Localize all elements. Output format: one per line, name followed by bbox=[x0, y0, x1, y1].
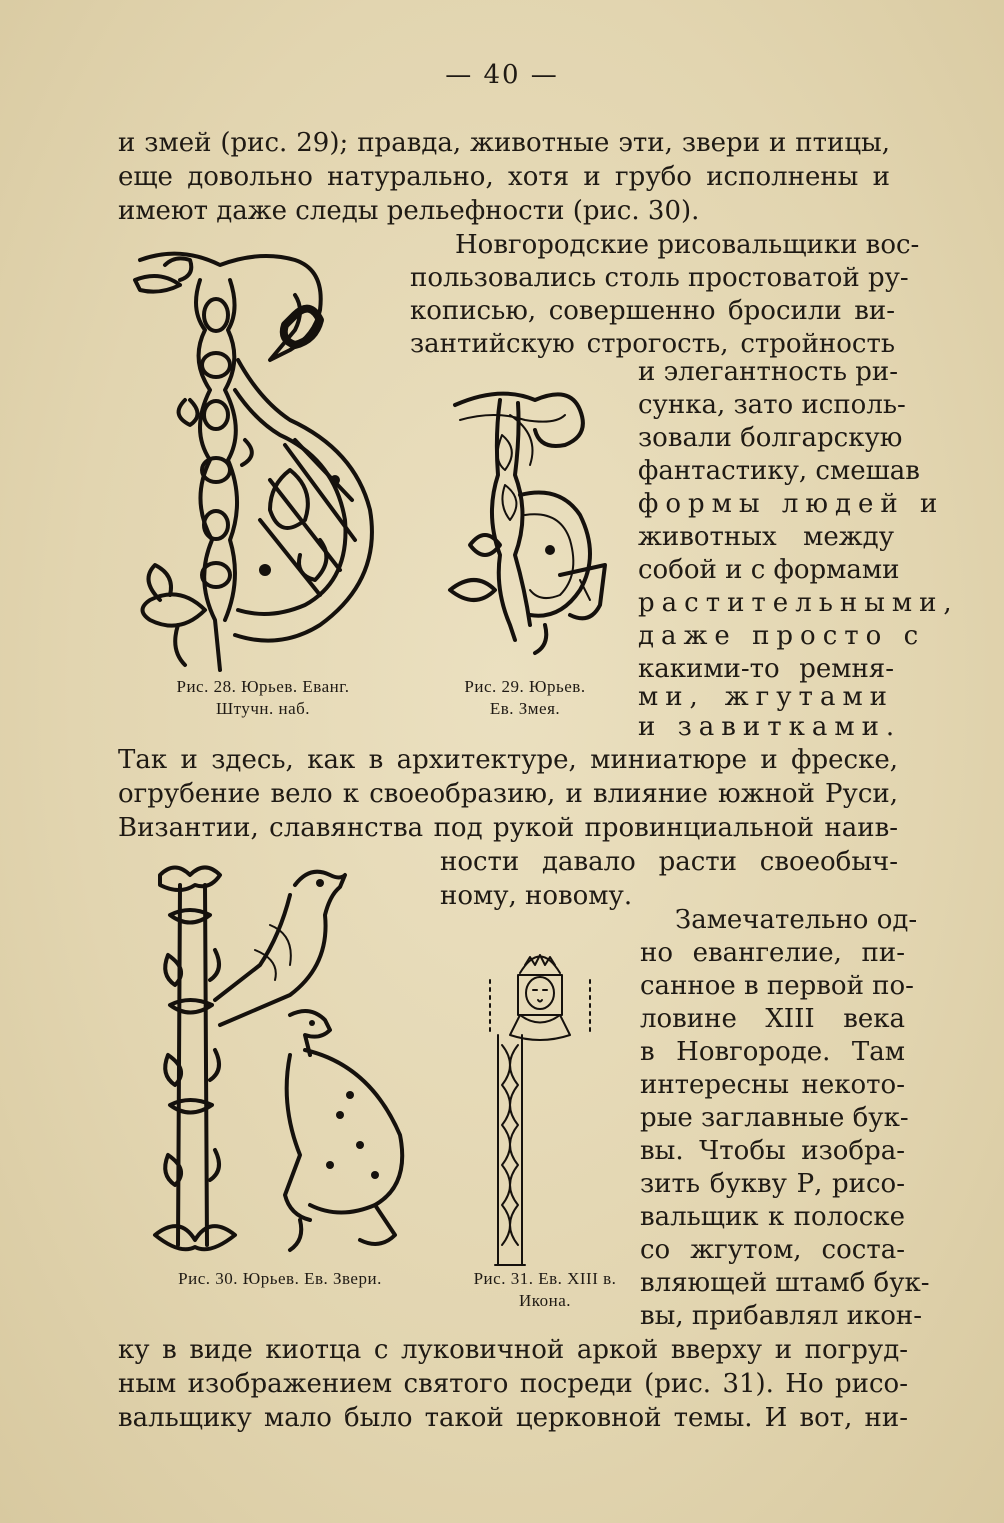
figure-31-caption-line: Рис. 31. Ев. XIII в. bbox=[473, 1269, 617, 1288]
figure-29-caption-line: Рис. 29. Юрьев. bbox=[464, 677, 586, 696]
text-line: огрубение вело к своеобразию, и влияние южной Руси, bbox=[118, 779, 898, 809]
text-line: ному, новому. bbox=[440, 881, 633, 911]
figure-30-caption-line: Рис. 30. Юрьев. Ев. Звери. bbox=[178, 1269, 382, 1288]
text-line: ми, жгутами bbox=[638, 682, 894, 712]
page-number: — 40 — bbox=[445, 60, 559, 90]
text-line: со жгутом, соста- bbox=[640, 1235, 905, 1265]
text-line: интересны некото- bbox=[640, 1070, 905, 1100]
text-line: вы, прибавлял икон- bbox=[640, 1301, 923, 1331]
text-line: зовали болгарскую bbox=[638, 423, 903, 453]
text-line: формы людей и bbox=[638, 489, 945, 519]
figure-30-beasts-initial bbox=[140, 855, 420, 1265]
text-line: фантастику, смешав bbox=[638, 456, 920, 486]
text-line: какими-то ремня- bbox=[638, 654, 894, 684]
text-line: санное в первой по- bbox=[640, 971, 914, 1001]
text-line: в Новгороде. Там bbox=[640, 1037, 905, 1067]
text-line: и змей (рис. 29); правда, животные эти, звери и птицы, bbox=[118, 128, 890, 158]
text-line: ным изображением святого посреди (рис. 31). Но рисо- bbox=[118, 1369, 908, 1399]
figure-28-ornate-initial bbox=[120, 240, 390, 680]
text-line: вляющей штамб бук- bbox=[640, 1268, 930, 1298]
text-line: ку в виде киотца с луковичной аркой вверху и погруд- bbox=[118, 1335, 908, 1365]
text-line: даже просто с bbox=[638, 621, 926, 651]
text-line: имеют даже следы рельефности (рис. 30). bbox=[118, 196, 700, 226]
figure-29-serpent-initial bbox=[440, 375, 615, 655]
text-line: вальщик к полоске bbox=[640, 1202, 905, 1232]
text-line: сунка, зато исполь- bbox=[638, 390, 906, 420]
text-line: но евангелие, пи- bbox=[640, 938, 905, 968]
figure-31-caption-line: Икона. bbox=[518, 1291, 572, 1310]
figure-31-icon-initial bbox=[480, 935, 610, 1275]
text-line: пользовались столь простоватой ру- bbox=[410, 263, 909, 293]
text-line: Так и здесь, как в архитектуре, миниатюре и фреске, bbox=[118, 745, 898, 775]
text-line: Византии, славянства под рукой провинциальной наив- bbox=[118, 813, 898, 843]
text-line: зантийскую строгость, стройность bbox=[410, 329, 895, 359]
text-line: ловине XIII века bbox=[640, 1004, 905, 1034]
text-line: ности давало расти своеобыч- bbox=[440, 847, 898, 877]
text-line: кописью, совершенно бросили ви- bbox=[410, 296, 895, 326]
text-line: животных между bbox=[638, 522, 894, 552]
text-line: вы. Чтобы изобра- bbox=[640, 1136, 905, 1166]
text-line: растительными, bbox=[638, 588, 959, 618]
text-line: Новгородские рисовальщики вос- bbox=[455, 230, 920, 260]
text-line: рые заглавные бук- bbox=[640, 1103, 909, 1133]
text-line: Замечательно од- bbox=[675, 905, 918, 935]
text-line: собой и с формами bbox=[638, 555, 900, 585]
figure-28-caption-line: Штучн. наб. bbox=[215, 699, 311, 718]
text-line: и завитками. bbox=[638, 712, 902, 742]
text-line: и элегантность ри- bbox=[638, 357, 898, 387]
figure-29-caption-line: Ев. Змея. bbox=[489, 699, 561, 718]
figure-28-caption-line: Рис. 28. Юрьев. Еванг. bbox=[176, 677, 350, 696]
text-line: еще довольно натурально, хотя и грубо исполнены и bbox=[118, 162, 890, 192]
text-line: вальщику мало было такой церковной темы. И вот, ни- bbox=[118, 1403, 908, 1433]
text-line: зить букву Р, рисо- bbox=[640, 1169, 905, 1199]
